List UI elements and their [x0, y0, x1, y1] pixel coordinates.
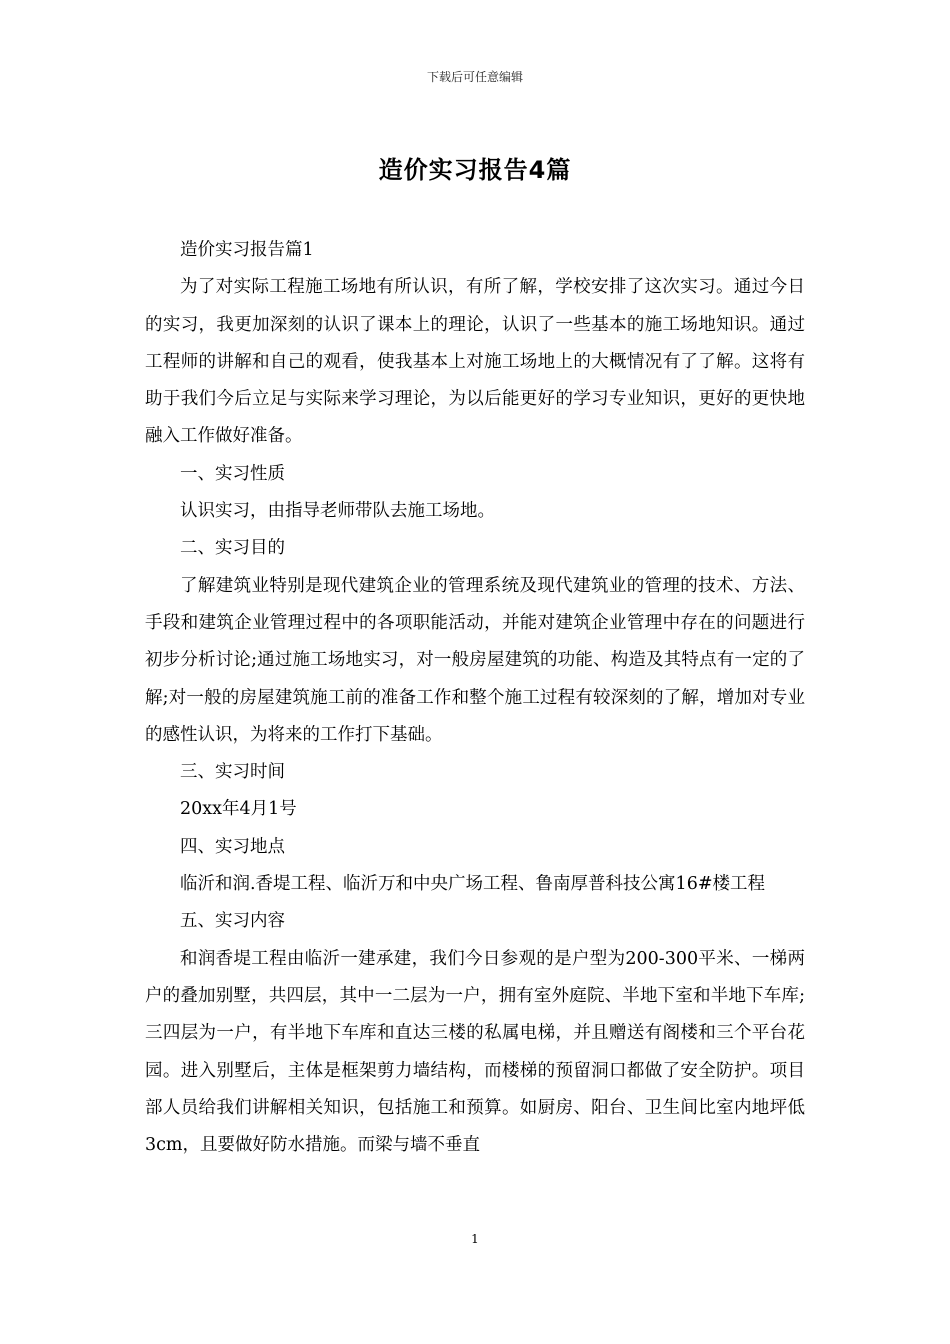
- content-paragraph: 和润香堤工程由临沂一建承建，我们今日参观的是户型为200-300平米、一梯两户的叠加别墅，共四层，其中一二层为一户，拥有室外庭院、半地下室和半地下车库;三四层为一户，有半地下车库和直达三楼的私属电梯，并且赠送有阁楼和三个平台花园。进入别墅后，主体是框架剪力墙结构，而楼梯的预留洞口都做了安全防护。项目部人员给我们讲解相关知识，包括施工和预算。如厨房、阳台、卫生间比室内地坪低3cm，且要做好防水措施。而梁与墙不垂直: [145, 948, 805, 1156]
- purpose-paragraph: 了解建筑业特别是现代建筑企业的管理系统及现代建筑业的管理的技术、方法、手段和建筑企业管理过程中的各项职能活动，并能对建筑企业管理中存在的问题进行初步分析讨论;通过施工场地实习，对一般房屋建筑的功能、构造及其特点有一定的了解;对一般的房屋建筑施工前的准备工作和整个施工过程有较深刻的了解，增加对专业的感性认识，为将来的工作打下基础。: [145, 575, 805, 745]
- header-note: 下载后可任意编辑: [426, 70, 523, 84]
- document-title: 造价实习报告4篇: [378, 156, 572, 184]
- time-paragraph: 20xx年4月1号: [180, 799, 297, 820]
- intro-paragraph: 为了对实际工程施工场地有所认识，有所了解，学校安排了这次实习。通过今日的实习，我更加深刻的认识了课本上的理论，认识了一些基本的施工场地知识。通过工程师的讲解和自己的观看，使我基本上对施工场地上的大概情况有了了解。这将有助于我们今后立足与实际来学习理论，为以后能更好的学习专业知识，更好的更快地融入工作做好准备。: [145, 277, 805, 447]
- section-heading-time: 三、实习时间: [180, 762, 285, 783]
- section-heading-location: 四、实习地点: [180, 836, 285, 857]
- section-heading-part-1: 造价实习报告篇1: [180, 240, 314, 260]
- section-heading-content: 五、实习内容: [180, 911, 285, 932]
- page-number: 1: [471, 1232, 479, 1246]
- location-paragraph: 临沂和润.香堤工程、临沂万和中央广场工程、鲁南厚普科技公寓16#楼工程: [180, 874, 765, 895]
- nature-paragraph: 认识实习，由指导老师带队去施工场地。: [180, 501, 495, 522]
- section-heading-nature: 一、实习性质: [180, 463, 285, 484]
- document-body: [145, 232, 805, 1164]
- section-heading-purpose: 二、实习目的: [180, 538, 285, 559]
